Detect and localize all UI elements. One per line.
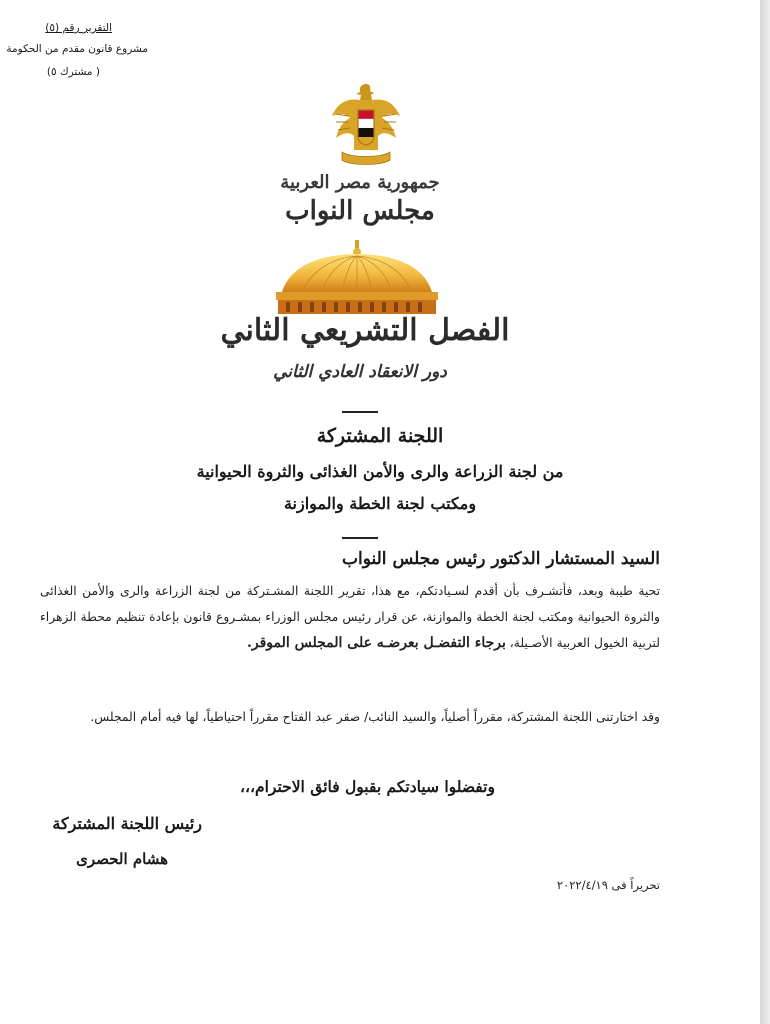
written-date: تحريراً فى ٢٠٢٢/٤/١٩: [556, 878, 660, 892]
letter-paragraph-1: [40, 578, 660, 656]
divider: [342, 411, 378, 413]
committee-line-2: ومكتب لجنة الخطة والموازنة: [283, 494, 477, 513]
committee-line-1: من لجنة الزراعة والرى والأمن الغذائى والثروة الحيوانية: [196, 462, 564, 481]
signature-name: هشام الحصرى: [76, 850, 168, 868]
joint-reference: ( مشترك ٥): [46, 66, 100, 78]
session-title: دور الانعقاد العادي الثاني: [273, 362, 447, 382]
committee-title: اللجنة المشتركة: [316, 425, 444, 447]
paragraph-1-request: برجاء التفضـل بعرضـه على المجلس الموقر.: [246, 635, 506, 651]
country-name: جمهورية مصر العربية: [280, 172, 440, 193]
closing-line: وتفضلوا سيادتكم بقبول فائق الاحترام،،،: [240, 777, 495, 796]
report-number: التقرير رقم (٥): [45, 22, 112, 34]
signature-role: رئيس اللجنة المشتركة: [52, 814, 202, 833]
eagle-emblem-icon: [330, 80, 402, 166]
paragraph-1-text: تحية طيبة وبعد، فأتشـرف بأن أقدم لسـيادتكم، مع هذا، تقرير اللجنة المشـتركة من لجنة الزراعة والرى والأمن الغذائى والثروة الحيوانية ومكتب لجنة الخطة والموازنة، عن قرار رئيس مجلس الوزراء بمشـروع قانون بإعادة تنظيم محطة الزهراء لتربية الخيول العربية الأصـيلة،: [40, 584, 660, 650]
bill-type: مشروع قانون مقدم من الحكومة: [6, 43, 148, 55]
addressee: السيد المستشار الدكتور رئيس مجلس النواب: [341, 549, 660, 569]
divider: [342, 537, 378, 539]
legislative-term-title: الفصل التشريعي الثاني: [220, 313, 510, 348]
page-edge: [760, 0, 770, 1024]
letter-paragraph-2: وقد اختارتنى اللجنة المشتركة، مقرراً أصلياً، والسيد النائب/ صقر عبد الفتاح مقرراً احتياطياً، لها فيه أمام المجلس.: [90, 710, 660, 724]
house-name: مجلس النواب: [285, 196, 435, 226]
parliament-dome-icon: [272, 240, 442, 314]
